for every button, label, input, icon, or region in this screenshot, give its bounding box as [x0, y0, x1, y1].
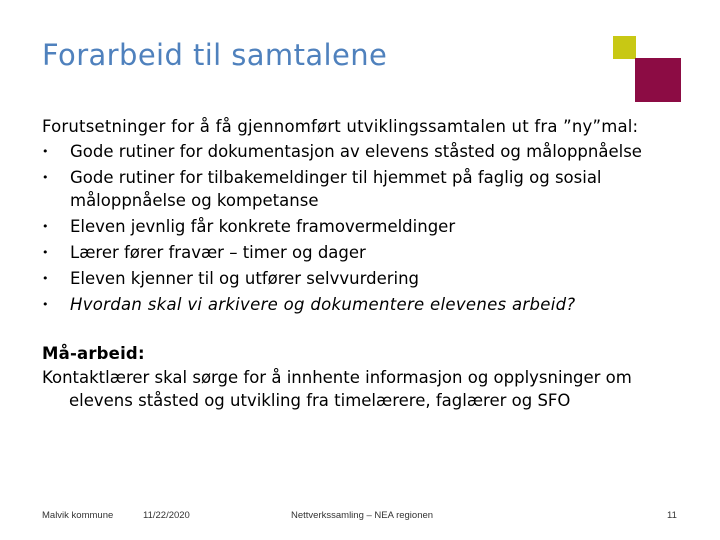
bullet-item: [42, 241, 692, 264]
bullet-icon: •: [42, 145, 49, 158]
bullet-text: Hvordan skal vi arkivere og dokumentere elevenes arbeid?: [70, 295, 576, 314]
bullet-text: Gode rutiner for tilbakemeldinger til hjemmet på faglig og sosial måloppnåelse og kompetanse: [70, 168, 602, 210]
footer-event: Nettverkssamling – NEA regionen: [291, 510, 434, 521]
footer-date: 11/22/2020: [143, 510, 190, 521]
bullet-item: [42, 166, 692, 212]
bullet-icon: •: [42, 272, 49, 285]
bullet-text: Lærer fører fravær – timer og dager: [70, 243, 366, 262]
bullet-text: Gode rutiner for dokumentasjon av elevens ståsted og måloppnåelse: [70, 142, 642, 161]
bullet-text: Eleven jevnlig får konkrete framovermeldinger: [70, 217, 456, 236]
bullet-text: Eleven kjenner til og utfører selvvurdering: [70, 269, 420, 288]
footer-page-number: 11: [667, 510, 677, 521]
must-work-text: Kontaktlærer skal sørge for å innhente informasjon og opplysninger om elevens ståsted og utvikling fra timelærere, faglærer og SFO: [42, 368, 632, 410]
logo-purple-square: [635, 58, 681, 102]
must-work-heading: Må-arbeid:: [42, 344, 145, 363]
intro-text: Forutsetninger for å få gjennomført utviklingssamtalen ut fra ”ny”mal:: [42, 117, 639, 136]
slide-body: [42, 115, 692, 412]
logo-yellow-square: [613, 36, 636, 59]
footer-org: Malvik kommune: [42, 510, 114, 521]
bullet-icon: •: [42, 246, 49, 259]
bullet-icon: •: [42, 298, 49, 311]
bullet-icon: •: [42, 171, 49, 184]
bullet-item: [42, 140, 692, 163]
bullet-item: [42, 293, 692, 316]
bullet-item: [42, 267, 692, 290]
bullet-list: [42, 140, 692, 316]
bullet-icon: •: [42, 220, 49, 233]
bullet-item: [42, 215, 692, 238]
slide-title: Forarbeid til samtalene: [42, 38, 388, 72]
